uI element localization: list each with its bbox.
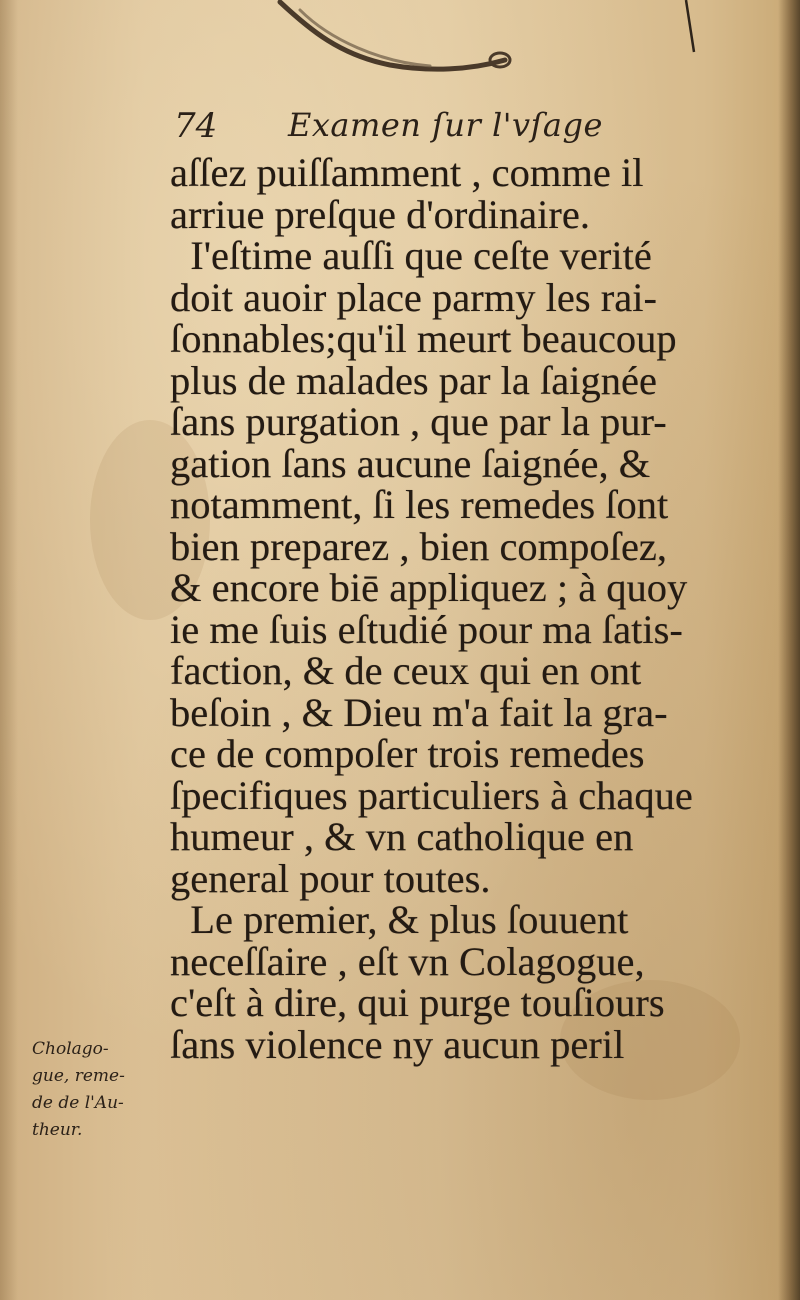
body-text [170, 152, 730, 1065]
text-line: beſoin , & Dieu m'a fait la gra- [170, 689, 668, 735]
binding-thread-mark [270, 0, 520, 90]
text-line: general pour toutes. [170, 855, 491, 901]
text-line: ſans purgation , que par la pur- [170, 399, 667, 444]
text-line: humeur , & vn catholique en [170, 814, 634, 859]
text-line: ſans violence ny aucun peril [170, 1021, 625, 1067]
margin-note-line: Cholago- [32, 1039, 109, 1059]
page-crease-mark [680, 0, 700, 60]
margin-note-line: theur. [32, 1120, 83, 1140]
page-shadow-right [778, 0, 800, 1300]
text-line: ſpecifiques particuliers à chaque [170, 772, 693, 818]
page-number: 74 [174, 106, 218, 146]
text-line: faction, & de ceux qui en ont [170, 648, 642, 693]
text-line: ie me ſuis eſtudié pour ma ſatis- [170, 606, 683, 652]
margin-note-line: gue, reme- [32, 1066, 125, 1086]
marginal-note [32, 1036, 162, 1144]
text-line: ſonnables;qu'il meurt beaucoup [170, 316, 677, 361]
text-line: notamment, ſi les remedes ſont [170, 482, 669, 527]
text-line: doit auoir place parmy les rai- [170, 274, 657, 320]
text-line: ce de compoſer trois remedes [170, 731, 645, 776]
page-shadow-left [0, 0, 18, 1300]
text-line: & encore biē appliquez ; à quoy [170, 565, 688, 610]
text-line: I'eſtime auſſi que ceſte verité [170, 233, 652, 278]
text-line: aſſez puiſſamment , comme il [170, 150, 644, 195]
text-line: neceſſaire , eſt vn Colagogue, [170, 938, 645, 984]
margin-note-line: de de l'Au- [32, 1093, 124, 1113]
text-line: bien preparez , bien compoſez, [170, 523, 668, 569]
running-title: Examen ſur l'vſage [288, 106, 603, 144]
text-line: c'eſt à dire, qui purge touſiours [170, 980, 665, 1025]
text-line: gation ſans aucune ſaignée, & [170, 440, 651, 486]
text-line: Le premier, & plus ſouuent [170, 897, 629, 942]
text-line: arriue preſque d'ordinaire. [170, 191, 590, 237]
text-line: plus de malades par la ſaignée [170, 357, 657, 403]
